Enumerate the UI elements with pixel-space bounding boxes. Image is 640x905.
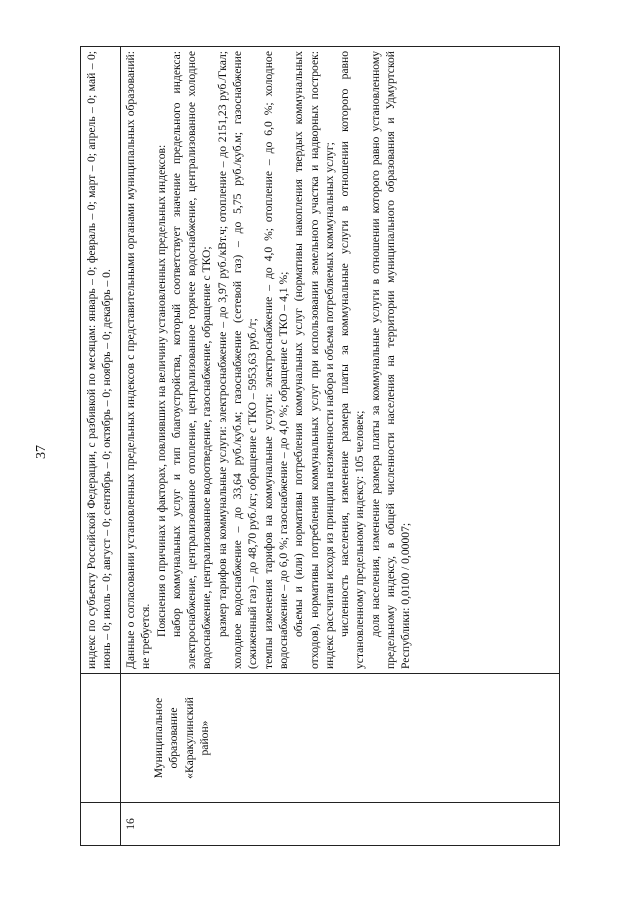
explanation-heading: Пояснения о причинах и факторах, повлиявших на величину установленных предельных индексов: (154, 144, 168, 637)
approval-paragraph: Данные о согласовании установленных предельных индексов с представительными органами муниципальных образований: не требуется. (124, 51, 153, 669)
tariff-sizes-paragraph: размер тарифов на коммунальные услуги: электроснабжение – до 3,97 руб./кВт.ч; отопление – до 2151,23 руб./Гкал; холодное водоснабжение – до 33,64 руб./куб.м; газоснабжение (сетевой газ) – до 5,75 руб./куб.м; газоснабжение (сжиженный газ) – до 48,70 руб./кг; обращение с ТКО – 5953,63 руб./т; (215, 51, 260, 669)
continuation-text: индекс по субъекту Российской Федерации, с разбивкой по месяцам: январь – 0; февраль – 0; март – 0; апрель – 0; май – 0; июнь – 0; июль – 0; август – 0; сентябрь – 0; октябрь – 0; ноябрь – 0; декабрь – 0. (81, 47, 121, 674)
page-number: 37 (34, 445, 49, 459)
row-description (121, 47, 560, 674)
municipality-name (121, 674, 560, 803)
table-row (121, 47, 560, 846)
municipality-line: образование (167, 707, 181, 769)
tariff-growth-paragraph: темпы изменения тарифов на коммунальные услуги: электроснабжение – до 4,0 %; отопление – до 6,0 %; холодное водоснабжение – до 6,0 %; газоснабжение – до 4,0 %; обращение с ТКО – 4,1 %; (261, 51, 290, 669)
population-count-paragraph: численность населения, изменение размера платы за коммунальные услуги в отношении которого равно установленному предельному индексу: 105 человек; (338, 51, 367, 669)
municipality-line: Муниципальное (152, 697, 165, 779)
tariff-table (80, 46, 560, 846)
empty-number-cell (81, 803, 121, 846)
rotated-page-content (80, 46, 560, 846)
municipality-line: район» (197, 720, 211, 756)
municipality-line: «Каракулинский (182, 697, 196, 779)
population-share-paragraph: доля населения, изменение размера платы за коммунальные услуги в отношении которого равно установленному предельному индексу, в общей численности населения на территории муниципального образования и Удмуртской Республики: 0,0100 / 0,00007; (368, 51, 413, 669)
empty-name-cell (81, 674, 121, 803)
services-set-paragraph: набор коммунальных услуг и тип благоустройства, который соответствует значение предельного индекса: электроснабжение, централизованное отопление, централизованное горячее водоснабжение, централизованное холодное водоснабжение, централизованное водоотведение, газоснабжение, обращение с ТКО; (169, 51, 214, 669)
continuation-row (81, 47, 121, 846)
consumption-norms-paragraph: объемы и (или) нормативы потребления коммунальных услуг (нормативы накопления твердых коммунальных отходов), нормативы потребления коммунальных услуг при использовании земельного участка и надворных построек: индекс рассчитан исходя из принципа неизменности набора и объема потребляемых коммунальных услуг; (292, 51, 336, 669)
row-number: 16 (121, 803, 560, 846)
